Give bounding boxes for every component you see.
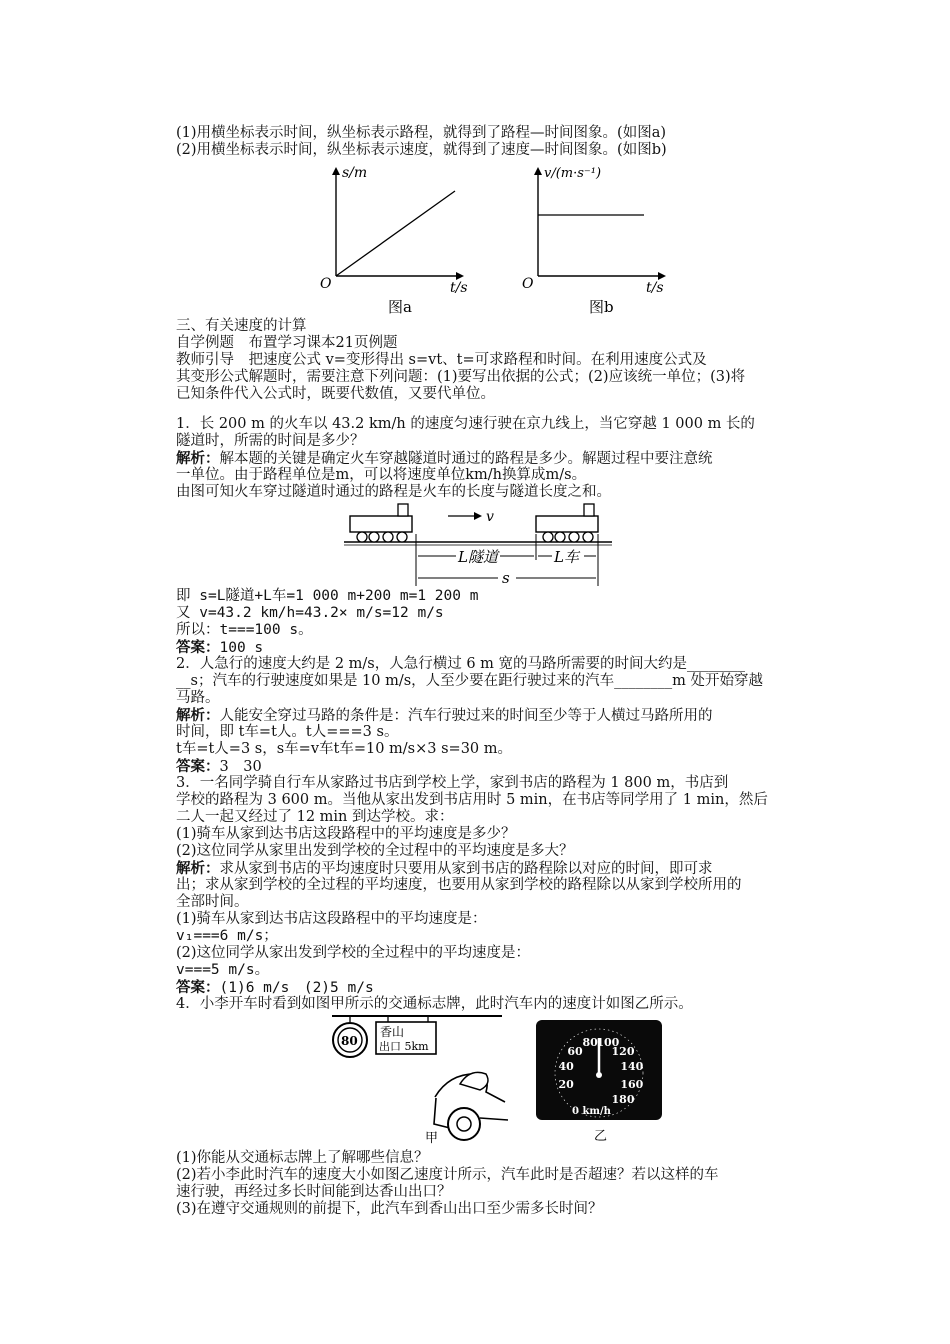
intro-line-1: (1)用横坐标表示时间，纵坐标表示路程，就得到了路程—时间图象。(如图a) [176,125,666,141]
q1-calc-1: 即 s=L隧道+L车=1 000 m+200 m=1 200 m [176,588,479,604]
car-wheel-inner [457,1117,471,1131]
figure-b-origin: O [522,276,534,292]
q3-solution-2-value: v===5 m/s。 [176,962,270,978]
q3-jiexi [176,860,713,878]
q2-line-3: 马路。 [176,690,220,706]
figure-a-line [336,191,455,276]
speedometer-tick-60: 60 [567,1045,583,1058]
q3-sub-2: (2)这位同学从家里出发到学校的全过程中的平均速度是多大？ [176,843,574,859]
speedometer-tick-120: 120 [611,1045,635,1058]
right-train-wheel [583,532,593,542]
q2-line-1: 2．人急行的速度大约是 2 m/s，人急行横过 6 m 宽的马路所需要的时间大约是________ [176,656,746,672]
q3-jiexi-text-1: 求从家到书店的平均速度时只要用从家到书店的路程除以对应的时间，即可求 [219,861,713,877]
q1-answer-label: 答案： [176,639,220,656]
exit-sign-line-1: 香山 [380,1025,405,1039]
car-length-label: L车 [554,548,579,566]
q3-solution-1: (1)骑车从家到达书店这段路程中的平均速度是： [176,911,487,927]
q3-answer-value: (1)6 m/s (2)5 m/s [219,980,374,996]
q4-line-1: 4．小李开车时看到如图甲所示的交通标志牌，此时汽车内的速度计如图乙所示。 [176,996,693,1012]
figure-a [310,160,480,320]
speedometer-unit: 0 km/h [572,1106,611,1117]
q3-solution-1-value: v₁===6 m/s； [176,928,278,944]
q1-answer-value: 100 s [219,640,264,656]
figure-a-caption: 图a [388,298,412,316]
q3-line-1: 3．一名同学骑自行车从家路过书店到学校上学，家到书店的路程为 1 800 m，书店到 [176,775,729,791]
q2-jiexi-label: 解析： [176,707,220,724]
speedometer-tick-40: 40 [558,1060,574,1074]
s-label: s [502,569,510,587]
q3-jiexi-text-3: 全部时间。 [176,894,249,910]
q3-sub-1: (1)骑车从家到达书店这段路程中的平均速度是多少？ [176,826,516,842]
q2-jiexi-text-3: t车=t人=3 s，s车=v车t车=10 m/s×3 s=30 m。 [176,741,513,757]
speedometer-tick-160: 160 [620,1077,644,1091]
right-train-body [536,516,598,532]
teacher-line-3: 已知条件代入公式时，既要代数值，又要代单位。 [176,386,495,402]
q2-answer-label: 答案： [176,758,220,775]
figure-b-y-arrow [534,167,542,175]
figure-a-x-arrow [456,272,464,280]
q3-line-2: 学校的路程为 3 600 m。当他从家出发到书店用时 5 min，在书店等同学用了 1 min，然后 [176,792,768,808]
q1-line-2: 隧道时，所需的时间是多少？ [176,433,365,449]
figure-b-xlabel: t/s [646,280,664,296]
section-heading: 三、有关速度的计算 [176,318,307,334]
q3-answer [176,979,374,997]
q1-jiexi-text-1: 解本题的关键是确定火车穿越隧道时通过的路程是多少。解题过程中要注意统 [219,451,713,467]
figure-yi-speedometer [536,1020,666,1145]
left-train-body [350,516,412,532]
speedometer-tick-100: 100 [596,1036,620,1050]
q3-jiexi-text-2: 出；求从家到学校的全过程的平均速度，也要用从家到学校的路程除以从家到学校所用的 [176,877,742,893]
q1-calc-2: 又 v=43.2 km/h=43.2× m/s=12 m/s [176,605,444,621]
left-train-wheel [369,532,379,542]
figure-a-ylabel: s/m [342,165,368,181]
q4-sub-2-line-2: 速行驶，再经过多长时间能到达香山出口？ [176,1184,452,1200]
q2-jiexi [176,707,713,725]
left-train-wheel [357,532,367,542]
q1-jiexi-label: 解析： [176,450,220,467]
teacher-line-1: 教师引导 把速度公式 v=变形得出 s=vt、t=可求路程和时间。在利用速度公式及 [176,352,707,368]
q3-jiexi-label: 解析： [176,860,220,877]
q4-sub-1: (1)你能从交通标志牌上了解哪些信息？ [176,1150,429,1166]
figure-a-xlabel: t/s [450,280,468,296]
q2-jiexi-text-1: 人能安全穿过马路的条件是：汽车行驶过来的时间至少等于人横过马路所用的 [219,708,713,724]
right-train-wheel [555,532,565,542]
q1-jiexi-text-2: 一单位。由于路程单位是m，可以将速度单位km/h换算成m/s。 [176,467,587,483]
q1-line-1: 1．长 200 m 的火车以 43.2 km/h 的速度匀速行驶在京九线上，当它穿越 1 000 m 长的 [176,416,755,432]
intro-line-2: (2)用横坐标表示时间，纵坐标表示速度，就得到了速度—时间图象。(如图b) [176,142,667,158]
q3-line-3: 二人一起又经过了 12 min 到达学校。求： [176,809,454,825]
speedometer-tick-180: 180 [611,1093,635,1106]
q1-jiexi [176,450,713,468]
speedometer-tick-80: 80 [582,1036,598,1050]
q4-sub-2-line-1: (2)若小李此时汽车的速度大小如图乙速度计所示，汽车此时是否超速？若以这样的车 [176,1167,719,1183]
figure-jia-traffic-sign [330,1012,510,1147]
figure-a-y-arrow [332,167,340,175]
q1-figure-line: 由图可知火车穿过隧道时通过的路程是火车的长度与隧道长度之和。 [176,484,611,500]
speedometer-hub [596,1072,602,1078]
figure-jia-caption: 甲 [425,1131,439,1146]
right-train-wheel [543,532,553,542]
q2-answer [176,758,262,776]
exit-sign-line-2: 出口 5km [379,1040,429,1053]
velocity-arrowhead [474,512,482,520]
figure-b-ylabel: v/(m·s⁻¹) [544,166,602,181]
left-train-wheel [397,532,407,542]
q2-jiexi-text-2: 时间，即 t车=t人。t人===3 s。 [176,724,399,740]
teacher-line-2: 其变形公式解题时，需要注意下列问题：(1)要写出依据的公式；(2)应该统一单位；(3)将 [176,369,746,385]
velocity-label: v [486,509,494,525]
right-train-wheel [569,532,579,542]
left-train-cab [398,504,408,516]
train-tunnel-figure [340,498,620,590]
selfstudy-line: 自学例题 布置学习课本21页例题 [176,335,398,351]
left-train-wheel [383,532,393,542]
q4-sub-3: (3)在遵守交通规则的前提下，此汽车到香山出口至少需多长时间？ [176,1201,603,1217]
speed-limit-value: 80 [341,1034,358,1048]
q2-answer-value: 3 30 [219,759,262,775]
q1-answer [176,639,263,657]
figure-a-origin: O [320,276,332,292]
q1-calc-3: 所以：t===100 s。 [176,622,313,638]
speedometer-tick-20: 20 [558,1077,574,1091]
figure-b-x-arrow [658,272,666,280]
q3-solution-2: (2)这位同学从家出发到学校的全过程中的平均速度是： [176,945,531,961]
q2-line-2: __s；汽车的行驶速度如果是 10 m/s，人至少要在距行驶过来的汽车________m 处开始穿越 [176,673,764,689]
q3-answer-label: 答案： [176,979,220,996]
figure-b-caption: 图b [589,298,614,316]
right-train-cab [584,504,594,516]
figure-yi-caption: 乙 [594,1129,608,1144]
tunnel-length-label: L隧道 [458,548,498,566]
figure-b [512,160,682,320]
speedometer-tick-140: 140 [620,1060,644,1074]
